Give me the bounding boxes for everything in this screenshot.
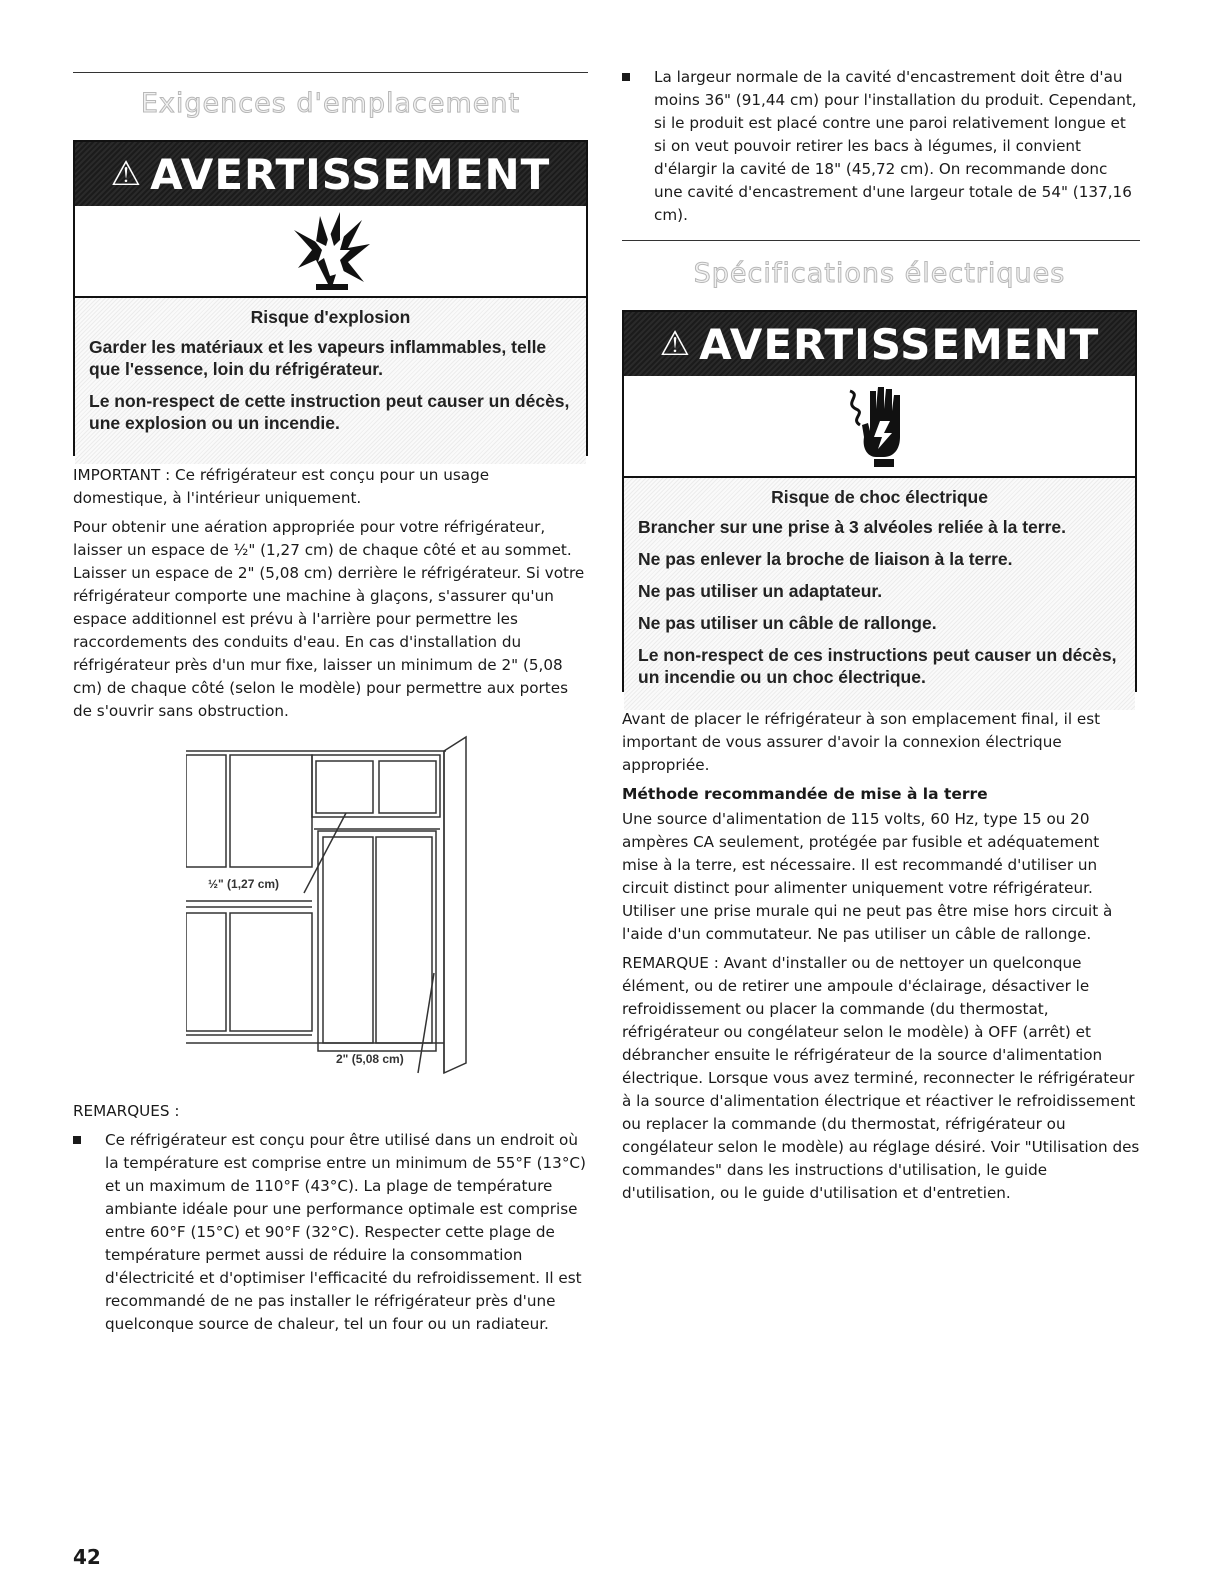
warning-line: Le non-respect de ces instructions peut causer un décès, un incendie ou un choc électrique. bbox=[638, 645, 1117, 687]
warning-body bbox=[75, 298, 586, 464]
side-clearance-label: ½" (1,27 cm) bbox=[208, 877, 280, 891]
page-number: 42 bbox=[73, 1545, 101, 1569]
explosion-icon-area bbox=[75, 206, 586, 298]
warning-line: Le non-respect de cette instruction peut causer un décès, une explosion ou un incendie. bbox=[89, 391, 570, 433]
hazard-title: Risque de choc électrique bbox=[771, 487, 988, 507]
remarks-section bbox=[73, 1100, 588, 1336]
warning-header bbox=[75, 142, 586, 206]
electrical-text bbox=[622, 708, 1140, 1211]
ventilation-paragraph: Pour obtenir une aération appropriée pour votre réfrigérateur, laisser un espace de ½" (1,27 cm) de chaque côté et au sommet. Laisser un espace de 2" (5,08 cm) derrière le réfrigérateur. Si votre réfrigérateur comporte une machine à glaçons, s'assurer qu'un espace additionnel est prévu à l'arrière pour permettre les raccordements des conduits d'eau. En cas d'installation du réfrigérateur près d'un mur fixe, laisser un minimum de 2" (5,08 cm) de chaque côté (selon le modèle) pour permettre aux portes de s'ouvrir sans obstruction. bbox=[73, 518, 585, 720]
warning-header-text: AVERTISSEMENT bbox=[150, 149, 551, 199]
warning-header bbox=[624, 312, 1135, 376]
warning-triangle-icon: ⚠ bbox=[110, 154, 143, 194]
electric-shock-icon-area bbox=[624, 376, 1135, 478]
warning-line: Ne pas utiliser un adaptateur. bbox=[638, 581, 883, 601]
location-text bbox=[73, 464, 588, 729]
intro-paragraph: Avant de placer le réfrigérateur à son emplacement final, il est important de vous assurer d'avoir la connexion électrique appropriée. bbox=[622, 710, 1101, 774]
divider bbox=[73, 72, 588, 73]
back-clearance-label: 2" (5,08 cm) bbox=[336, 1052, 404, 1066]
divider bbox=[622, 240, 1140, 241]
electrical-warning-box bbox=[622, 310, 1137, 692]
warning-header-text: AVERTISSEMENT bbox=[699, 319, 1100, 369]
note-paragraph: REMARQUE : Avant d'installer ou de nettoyer un quelconque élément, ou de retirer une ampoule d'éclairage, désactiver le refroidissement ou placer la commande (du thermostat, réfrigérateur ou congélateur selon le modèle) à OFF (arrêt) et débrancher ensuite le réfrigérateur de la source d'alimentation électrique. Lorsque vous avez terminé, reconnecter le réfrigérateur à la source d'alimentation électrique et réactiver le refroidissement ou replacer la commande (du thermostat, réfrigérateur ou congélateur selon le modèle) au réglage désiré. Voir "Utilisation des commandes" dans les instructions d'utilisation, le guide d'utilisation, ou le guide d'utilisation et d'entretien. bbox=[622, 954, 1140, 1202]
clearance-diagram bbox=[186, 733, 476, 1078]
method-heading: Méthode recommandée de mise à la terre bbox=[622, 785, 988, 803]
explosion-warning-box bbox=[73, 140, 588, 456]
warning-line: Brancher sur une prise à 3 alvéoles reliée à la terre. bbox=[638, 517, 1067, 537]
important-paragraph: IMPORTANT : Ce réfrigérateur est conçu pour un usage domestique, à l'intérieur uniquement. bbox=[73, 466, 490, 507]
method-paragraph: Une source d'alimentation de 115 volts, 60 Hz, type 15 ou 20 ampères CA seulement, protégée par fusible et adéquatement mise à la terre, est nécessaire. Il est recommandé d'utiliser un circuit distinct pour alimenter uniquement votre réfrigérateur. Utiliser une prise murale qui ne peut pas être mise hors circuit à l'aide d'un commutateur. Ne pas utiliser un câble de rallonge. bbox=[622, 810, 1113, 943]
electric-shock-icon bbox=[840, 381, 920, 471]
explosion-icon bbox=[286, 210, 376, 292]
warning-body bbox=[624, 478, 1135, 710]
remarks-heading: REMARQUES : bbox=[73, 1102, 180, 1120]
hazard-title: Risque d'explosion bbox=[250, 307, 411, 327]
warning-triangle-icon: ⚠ bbox=[659, 324, 692, 364]
warning-line: Ne pas utiliser un câble de rallonge. bbox=[638, 613, 937, 633]
warning-line: Ne pas enlever la broche de liaison à la terre. bbox=[638, 549, 1013, 569]
warning-line: Garder les matériaux et les vapeurs inflammables, telle que l'essence, loin du réfrigérateur. bbox=[89, 337, 547, 379]
section-title-location: Exigences d'emplacement bbox=[140, 88, 521, 119]
section-title-electrical: Spécifications électriques bbox=[693, 258, 1066, 289]
remark-item: La largeur normale de la cavité d'encastrement doit être d'au moins 36" (91,44 cm) pour l'installation du produit. Cependant, si le produit est placé contre une paroi relativement longue et si on veut pouvoir retirer les bacs à légumes, il convient d'élargir la cavité de 18" (45,72 cm). On recommande donc une cavité d'encastrement d'une largeur totale de 54" (137,16 cm). bbox=[622, 66, 1137, 227]
remark-item: Ce réfrigérateur est conçu pour être utilisé dans un endroit où la température est comprise entre un minimum de 55°F (13°C) et un maximum de 110°F (43°C). La plage de température ambiante idéale pour une performance optimale est comprise entre 60°F (15°C) et 90°F (32°C). Respecter cette plage de température permet aussi de réduire la consommation d'électricité et d'optimiser l'efficacité du refroidissement. Il est recommandé de ne pas installer le réfrigérateur près d'une quelconque source de chaleur, tel un four ou un radiateur. bbox=[73, 1129, 588, 1336]
